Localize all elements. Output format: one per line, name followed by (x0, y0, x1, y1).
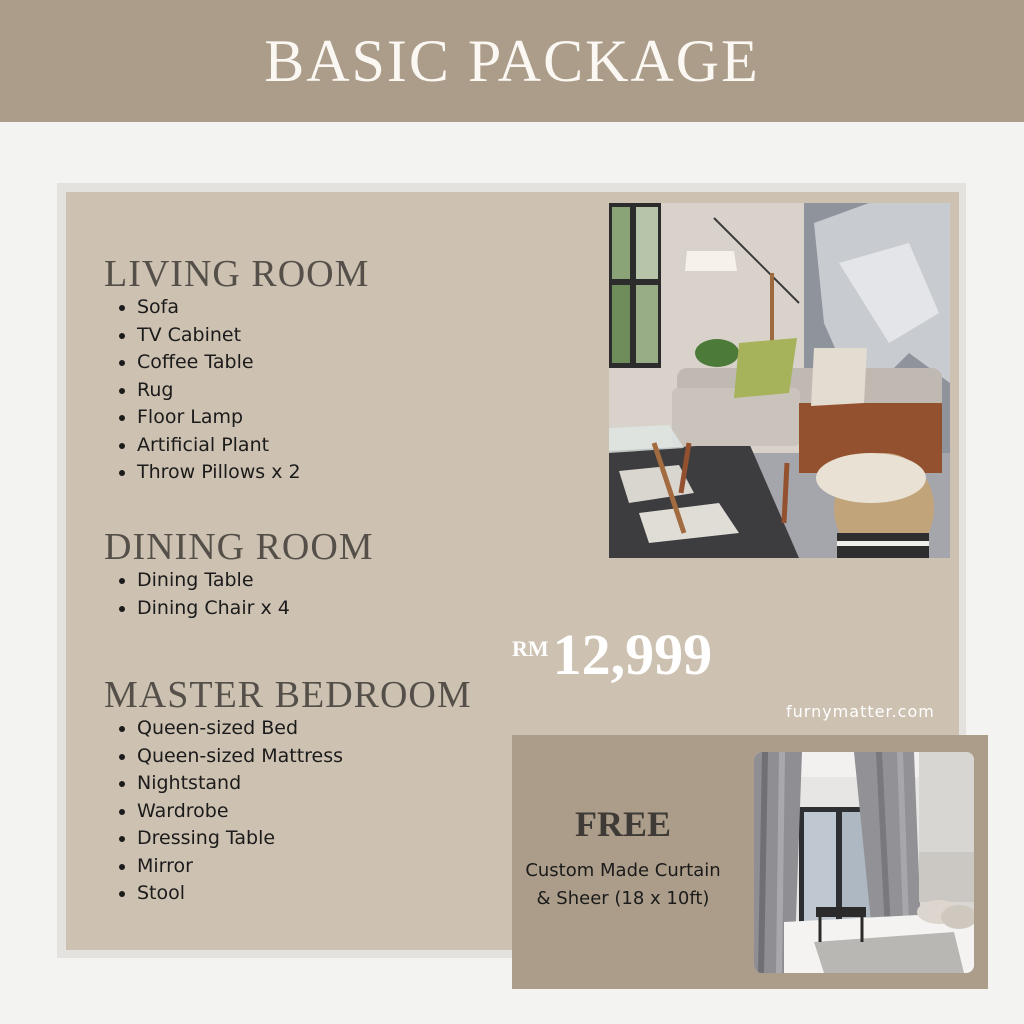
list-item: • Artificial Plant (137, 432, 301, 460)
list-item: • Rug (137, 377, 301, 405)
section-title-dining-room: DINING ROOM (104, 526, 374, 568)
list-item: • Floor Lamp (137, 404, 301, 432)
list-item: • Coffee Table (137, 349, 301, 377)
page-title: BASIC PACKAGE (264, 27, 760, 94)
free-offer-title: FREE (574, 804, 671, 844)
list-item: • Throw Pillows x 2 (137, 459, 301, 487)
header-banner (0, 0, 1024, 122)
list-item: • Dressing Table (137, 825, 343, 853)
living-room-photo (609, 203, 950, 558)
website-url: furnymatter.com (786, 702, 935, 721)
price-amount: 12,999 (552, 622, 713, 687)
dining-room-list (113, 567, 290, 622)
section-title-master-bedroom: MASTER BEDROOM (104, 674, 472, 716)
living-room-list (113, 294, 301, 487)
list-item: • TV Cabinet (137, 322, 301, 350)
list-item: • Queen-sized Mattress (137, 743, 343, 771)
curtain-bedroom-photo (754, 752, 974, 973)
list-item: • Queen-sized Bed (137, 715, 343, 743)
price-currency: RM (512, 636, 549, 661)
list-item: • Stool (137, 880, 343, 908)
list-item: • Wardrobe (137, 798, 343, 826)
master-bedroom-list (113, 715, 343, 908)
list-item: • Nightstand (137, 770, 343, 798)
package-price (512, 620, 712, 690)
list-item: • Dining Table (137, 567, 290, 595)
free-offer-description (512, 857, 734, 913)
list-item: • Dining Chair x 4 (137, 595, 290, 623)
section-title-living-room: LIVING ROOM (104, 253, 370, 295)
list-item: • Mirror (137, 853, 343, 881)
list-item: • Sofa (137, 294, 301, 322)
free-offer-line-1: Custom Made Curtain (525, 860, 721, 881)
free-offer-line-2: & Sheer (18 x 10ft) (536, 888, 710, 909)
